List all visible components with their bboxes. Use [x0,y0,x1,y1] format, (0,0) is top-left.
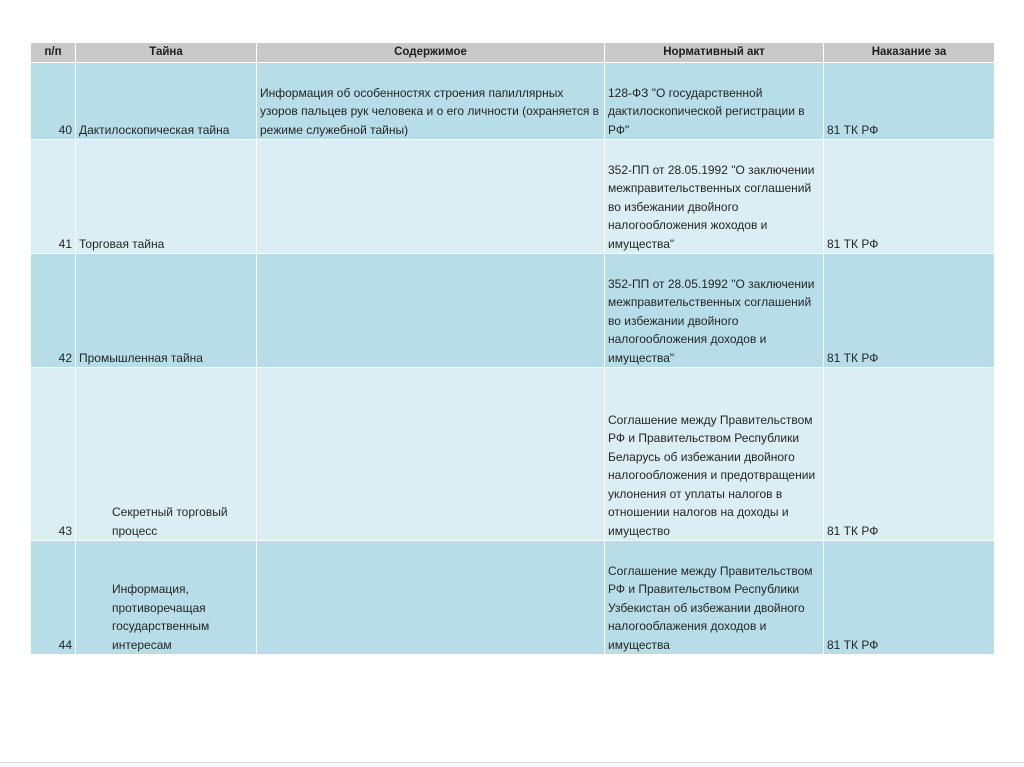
secret-content [257,541,605,655]
normative-act: Соглашение между Правительством РФ и Правительством Республики Узбекистан об избежании двойного налогооблажения доходов и имущества [605,541,824,655]
header-num: п/п [31,43,76,63]
table-row [31,254,995,368]
secret-name: Информация, противоречащая государственным интересам [76,541,257,655]
row-number: 44 [31,541,76,655]
row-number: 43 [31,368,76,541]
normative-act: 352-ПП от 28.05.1992 "О заключении межправительственных соглашений во избежании двойного налогообложения доходов и имущества" [605,254,824,368]
penalty: 81 ТК РФ [824,541,995,655]
slide-bottom-divider [0,762,1024,763]
row-number: 41 [31,140,76,254]
secrets-registry-table [30,42,995,655]
secret-name: Секретный торговый процесс [76,368,257,541]
secret-name: Промышленная тайна [76,254,257,368]
secret-content [257,140,605,254]
header-secret: Тайна [76,43,257,63]
secret-content [257,368,605,541]
penalty: 81 ТК РФ [824,368,995,541]
penalty: 81 ТК РФ [824,140,995,254]
table-row [31,140,995,254]
table-row [31,368,995,541]
normative-act: Соглашение между Правительством РФ и Правительством Республики Беларусь об избежании двойного налогообложения и предотвращении уклонения от уплаты налогов в отношении налогов на доходы и имущество [605,368,824,541]
row-number: 42 [31,254,76,368]
table-header-row [31,43,995,63]
row-number: 40 [31,63,76,140]
secret-content [257,254,605,368]
header-penalty: Наказание за [824,43,995,63]
table-row [31,541,995,655]
secret-name: Торговая тайна [76,140,257,254]
secret-name: Дактилоскопическая тайна [76,63,257,140]
normative-act: 352-ПП от 28.05.1992 "О заключении межправительственных соглашений во избежании двойного налогообложения жоходов и имущества" [605,140,824,254]
header-content: Содержимое [257,43,605,63]
penalty: 81 ТК РФ [824,254,995,368]
normative-act: 128-ФЗ "О государственной дактилоскопической регистрации в РФ" [605,63,824,140]
secret-content: Информация об особенностях строения папиллярных узоров пальцев рук человека и о его личности (охраняется в режиме служебной тайны) [257,63,605,140]
header-act: Нормативный акт [605,43,824,63]
table-row [31,63,995,140]
penalty: 81 ТК РФ [824,63,995,140]
